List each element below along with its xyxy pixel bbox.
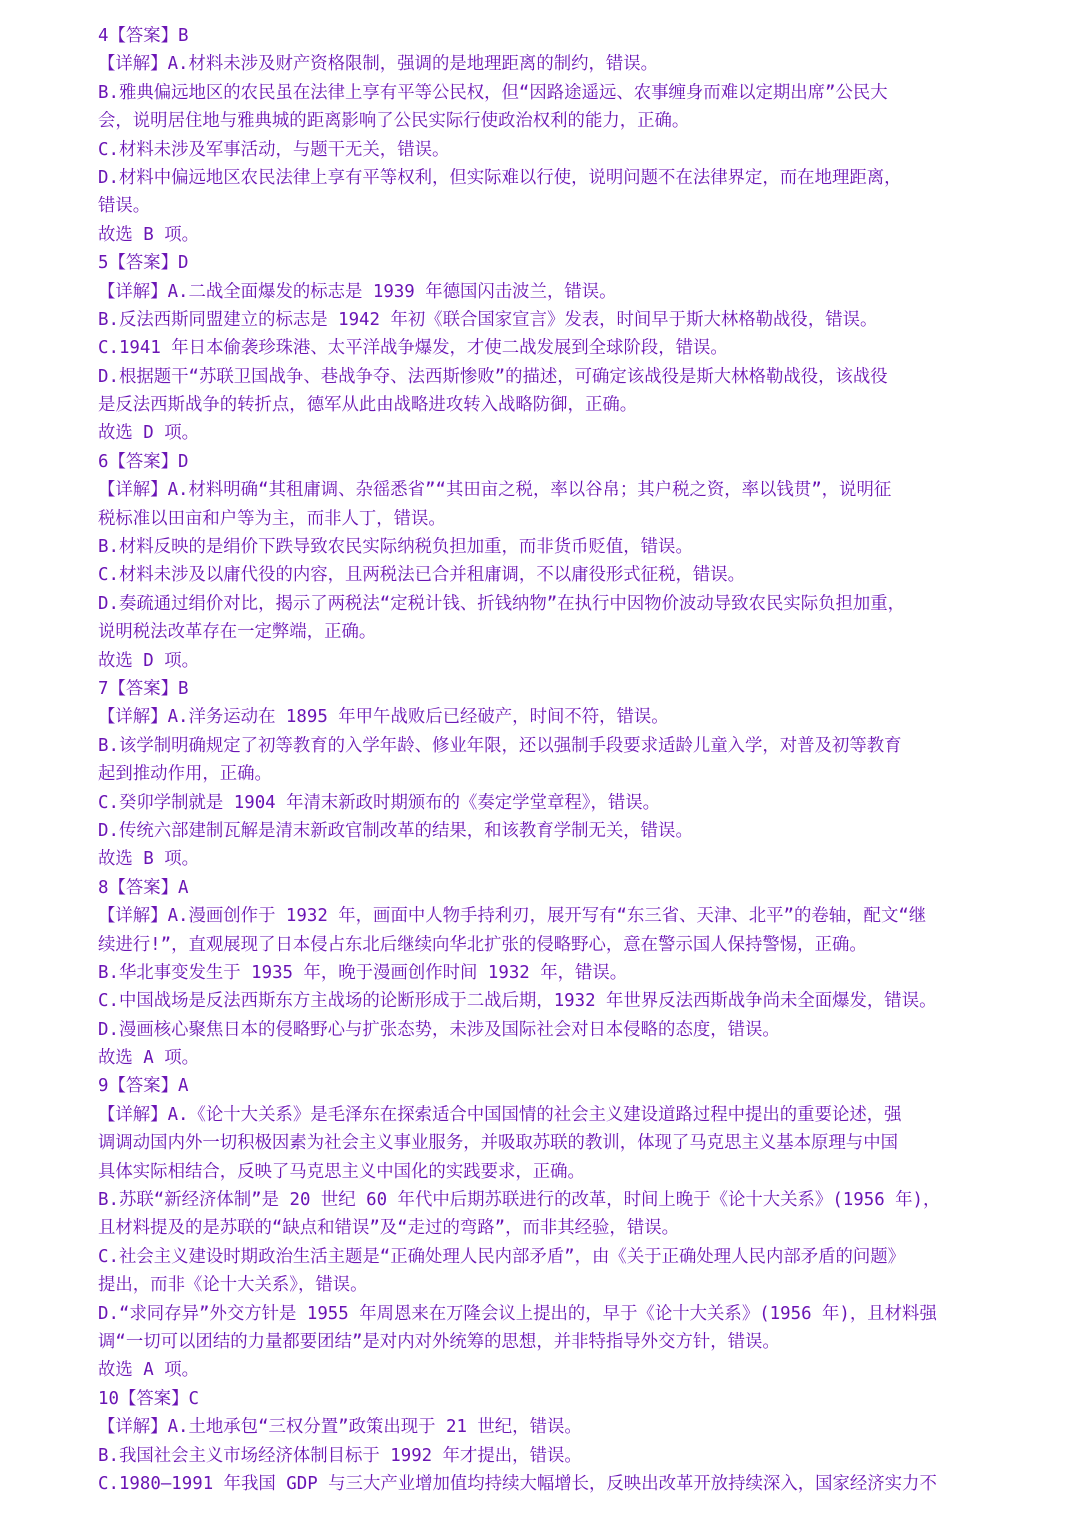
choice-conclusion: 故选 D 项。 (98, 423, 199, 444)
explanation-line: C.材料未涉及军事活动，与题干无关，错误。 (98, 139, 450, 160)
explanation-line: 【详解】A.漫画创作于 1932 年，画面中人物手持利刃，展开写有“东三省、天津、北平”的卷轴，配文“继 (98, 906, 927, 927)
choice-conclusion: 故选 A 项。 (98, 1360, 199, 1381)
explanation-line: D.材料中偏远地区农民法律上享有平等权利，但实际难以行使，说明问题不在法律界定，而在地理距离， (98, 167, 902, 188)
explanation-line: C.1941 年日本偷袭珍珠港、太平洋战争爆发，才使二战发展到全球阶段，错误。 (98, 338, 728, 359)
explanation-line: 说明税法改革存在一定弊端，正确。 (98, 622, 377, 643)
explanation-line: B.苏联“新经济体制”是 20 世纪 60 年代中后期苏联进行的改革，时间上晚于《论十大关系》(1956 年)， (98, 1190, 941, 1211)
explanation-line: B.华北事变发生于 1935 年，晚于漫画创作时间 1932 年，错误。 (98, 962, 628, 983)
explanation-line: 续进行!”，直观展现了日本侵占东北后继续向华北扩张的侵略野心，意在警示国人保持警惕，正确。 (98, 934, 867, 955)
answer-heading-q10: 10【答案】C (98, 1388, 199, 1409)
explanation-line: C.材料未涉及以庸代役的内容，且两税法已合并租庸调，不以庸役形式征税，错误。 (98, 565, 746, 586)
choice-conclusion: 故选 A 项。 (98, 1048, 199, 1069)
explanation-line: B.反法西斯同盟建立的标志是 1942 年初《联合国家宣言》发表，时间早于斯大林格勒战役，错误。 (98, 309, 878, 330)
explanation-line: 调“一切可以团结的力量都要团结”是对内对外统筹的思想，并非特指导外交方针，错误。 (98, 1331, 780, 1352)
explanation-line: 提出，而非《论十大关系》，错误。 (98, 1275, 368, 1296)
explanation-line: B.我国社会主义市场经济体制目标于 1992 年才提出，错误。 (98, 1445, 582, 1466)
choice-conclusion: 故选 B 项。 (98, 224, 199, 245)
answer-explanation-document (98, 22, 998, 1498)
explanation-line: 会，说明居住地与雅典城的距离影响了公民实际行使政治权利的能力，正确。 (98, 111, 690, 132)
explanation-line: B.该学制明确规定了初等教育的入学年龄、修业年限，还以强制手段要求适龄儿童入学，对普及初等教育 (98, 735, 902, 756)
explanation-line: 是反法西斯战争的转折点，德军从此由战略进攻转入战略防御，正确。 (98, 395, 638, 416)
explanation-line: 调调动国内外一切积极因素为社会主义事业服务，并吸取苏联的教训，体现了马克思主义基本原理与中国 (98, 1133, 898, 1154)
answer-heading-q6: 6【答案】D (98, 451, 189, 472)
explanation-line: C.癸卯学制就是 1904 年清末新政时期颁布的《奏定学堂章程》，错误。 (98, 792, 661, 813)
explanation-line: B.材料反映的是绢价下跌导致农民实际纳税负担加重，而非货币贬值，错误。 (98, 537, 693, 558)
explanation-line: B.雅典偏远地区的农民虽在法律上享有平等公民权，但“因路途遥远、农事缠身而难以定期出席”公民大 (98, 82, 888, 103)
explanation-line: 【详解】A.《论十大关系》是毛泽东在探索适合中国国情的社会主义建设道路过程中提出的重要论述，强 (98, 1104, 902, 1125)
answer-heading-q7: 7【答案】B (98, 678, 189, 699)
explanation-line: 税标准以田亩和户等为主，而非人丁，错误。 (98, 508, 446, 529)
explanation-line: 【详解】A.材料明确“其租庸调、杂徭悉省”“其田亩之税，率以谷帛；其户税之资，率以钱贯”，说明征 (98, 480, 892, 501)
answer-heading-q9: 9【答案】A (98, 1076, 189, 1097)
explanation-line: 【详解】A.材料未涉及财产资格限制，强调的是地理距离的制约，错误。 (98, 54, 659, 75)
explanation-line: 【详解】A.洋务运动在 1895 年甲午战败后已经破产，时间不符，错误。 (98, 707, 669, 728)
explanation-line: C.1980—1991 年我国 GDP 与三大产业增加值均持续大幅增长，反映出改革开放持续深入，国家经济实力不 (98, 1473, 937, 1494)
explanation-line: 具体实际相结合，反映了马克思主义中国化的实践要求，正确。 (98, 1161, 585, 1182)
answer-heading-q5: 5【答案】D (98, 253, 189, 274)
explanation-line: C.中国战场是反法西斯东方主战场的论断形成于二战后期，1932 年世界反法西斯战争尚未全面爆发，错误。 (98, 991, 937, 1012)
choice-conclusion: 故选 B 项。 (98, 849, 199, 870)
explanation-line: 且材料提及的是苏联的“缺点和错误”及“走过的弯路”，而非其经验，错误。 (98, 1218, 679, 1239)
explanation-line: D.“求同存异”外交方针是 1955 年周恩来在万隆会议上提出的，早于《论十大关系》(1956 年)，且材料强 (98, 1303, 937, 1324)
explanation-line: 起到推动作用，正确。 (98, 764, 272, 785)
explanation-line: 【详解】A.二战全面爆发的标志是 1939 年德国闪击波兰，错误。 (98, 281, 617, 302)
choice-conclusion: 故选 D 项。 (98, 650, 199, 671)
explanation-line: 【详解】A.土地承包“三权分置”政策出现于 21 世纪，错误。 (98, 1417, 582, 1438)
answer-heading-q8: 8【答案】A (98, 877, 189, 898)
explanation-line: D.根据题干“苏联卫国战争、巷战争夺、法西斯惨败”的描述，可确定该战役是斯大林格勒战役，该战役 (98, 366, 888, 387)
explanation-line: D.传统六部建制瓦解是清末新政官制改革的结果，和该教育学制无关，错误。 (98, 820, 693, 841)
explanation-line: 错误。 (98, 196, 151, 217)
explanation-line: D.漫画核心聚焦日本的侵略野心与扩张态势，未涉及国际社会对日本侵略的态度，错误。 (98, 1019, 780, 1040)
explanation-line: C.社会主义建设时期政治生活主题是“正确处理人民内部矛盾”，由《关于正确处理人民内部矛盾的问题》 (98, 1246, 906, 1267)
explanation-line: D.奏疏通过绢价对比，揭示了两税法“定税计钱、折钱纳物”在执行中因物价波动导致农民实际负担加重， (98, 593, 906, 614)
answer-heading-q4: 4【答案】B (98, 26, 189, 46)
